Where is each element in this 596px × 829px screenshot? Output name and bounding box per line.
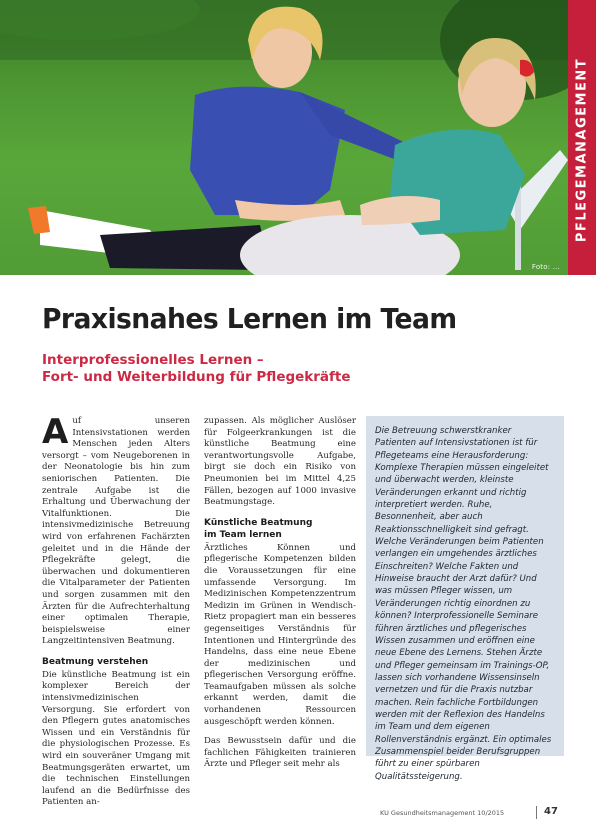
photo-credit: Foto: ... — [531, 263, 560, 271]
section-tab — [568, 0, 596, 275]
article-title: Praxisnahes Lernen im Team — [42, 302, 457, 335]
drop-cap: A — [42, 412, 69, 452]
page-number: 47 — [544, 806, 558, 817]
paragraph-beatmung: Die künstliche Beatmung ist ein komplexer Bereich der intensivmedizinischen Versorgung. Sie erfordert von den Pflegern gutes anatomisches Wissen und ein Verständnis für die physiologischen Prozesse. Es wird ein souveräner Umgang mit Beatmungsgeräten erwartet, um die technischen Einstellungen laufend an die Bedürfnisse des Patienten an- — [42, 669, 190, 808]
article-column-2 — [204, 416, 356, 779]
article-column-1 — [42, 412, 190, 817]
photo-illustration — [0, 0, 568, 275]
section-heading-team — [204, 517, 356, 541]
heading-team-line-1: Künstliche Beatmung — [204, 517, 313, 528]
subtitle-line-1: Interprofessionelles Lernen – — [42, 352, 264, 368]
section-tab-label: PFLEGEMANAGEMENT — [574, 57, 590, 243]
header-photo — [0, 0, 568, 275]
intro-text: uf unseren Intensivstationen werden Menschen jeden Alters versorgt – vom Neugeborenen in der Neonatologie bis hin zum seniorischen Patienten. Die zentrale Aufgabe ist die Erhaltung und Überwachung der Vitalfunktionen. Die intensivmedizinische Betreuung wird von erfahrenen Fachärzten geleitet und in die Hände der Pflegekräfte gelegt, die überwachen und dokumentieren die Vitalparameter der Patienten und sorgen zusammen mit den Ärzten für die Aufrechterhaltung einer optimalen Therapie, beispielsweise einer Langzeitintensiven Beatmung. — [42, 416, 190, 647]
heading-team-line-2: im Team lernen — [204, 529, 282, 540]
intro-paragraph — [42, 412, 190, 648]
article-subtitle — [42, 352, 522, 386]
paragraph-team: Ärztliches Können und pflegerische Kompetenzen bilden die Voraussetzungen für eine umfassende Versorgung. Im Medizinischen Kompetenzzentrum Medizin im Grünen in Wendisch-Rietz propagiert man ein besseres gegenseitiges Verständnis für Intentionen und Hintergründe des Handelns, dass eine neue Ebene der medizinischen und pflegerischen Versorgung eröffne. Teamaufgaben müssen als solche erkannt werden, damit die vorhandenen Ressourcen ausgeschöpft werden können. — [204, 542, 356, 727]
subtitle-line-2: Fort- und Weiterbildung für Pflegekräfte — [42, 369, 351, 385]
footer-separator — [536, 806, 537, 819]
page-footer — [380, 806, 570, 820]
paragraph-bewusstsein: Das Bewusstsein dafür und die fachlichen Fähigkeiten trainieren Ärzte und Pfleger seit mehr als — [204, 736, 356, 770]
section-heading-beatmung: Beatmung verstehen — [42, 656, 149, 667]
footer-source: KU Gesundheitsmanagement 10/2015 — [380, 809, 505, 817]
info-box — [366, 416, 564, 782]
paragraph-continued: zupassen. Als möglicher Auslöser für Folgeerkrankungen ist die künstliche Beatmung eine verantwortungsvolle Aufgabe, birgt sie doch ein Risiko von Pneumonien bei im Mittel 4,25 Fällen, bezogen auf 1000 invasive Beatmungstage. — [204, 416, 356, 508]
info-box-text: Die Betreuung schwerstkranker Patienten auf Intensivstationen ist für Pflegeteams eine Herausforderung: Komplexe Therapien müssen eingeleitet und überwacht werden, kleinste Veränderungen erkannt und richtig interpretiert werden. Ruhe, Besonnenheit, aber auch Reaktionsschnelligkeit sind gefragt. Welche Veränderungen beim Patienten verlangen ein umgehendes ärztliches Einschreiten? Welche Fakten und Hinweise braucht der Arzt dafür? Und was müssen Pfleger wissen, um Veränderungen richtig einordnen zu können? Interprofessionelle Seminare führen ärztliches und pflegerisches Wissen zusammen und eröffnen eine neue Ebene des Lernens. Stehen Ärzte und Pfleger gemeinsam im Trainings-OP, lassen sich vorhandene Wissensinseln vernetzen und für die Praxis nutzbar machen. Rein fachliche Fortbildungen werden mit der Reflexion des Handelns im Team und dem eigenen Rollenverständnis ergänzt. Ein optimales Zusammenspiel beider Berufsgruppen führt zu einer spürbaren Qualitätssteigerung. — [375, 426, 552, 782]
